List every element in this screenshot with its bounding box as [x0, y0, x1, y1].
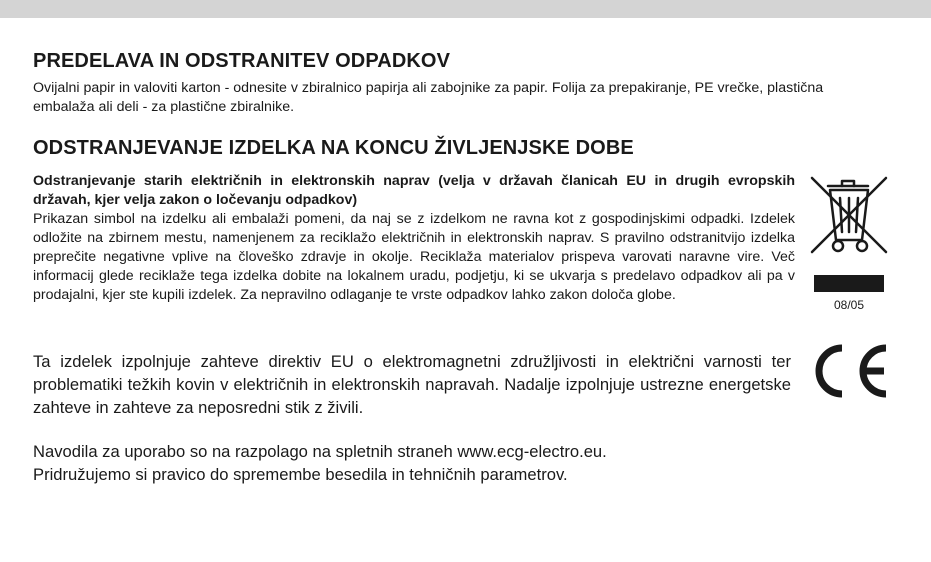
weee-black-bar [814, 275, 884, 292]
waste-disposal-text-line2: embalaža ali deli - za plastične zbiralnike. [33, 99, 295, 115]
footer-rights-line: Pridružujemo si pravico do spremembe besedila in tehničnih parametrov. [33, 465, 568, 484]
waste-disposal-text-line1: Ovijalni papir in valoviti karton - odnesite v zbiralnico papirja ali zabojnike za papir. Folija za prepakiranje, PE vrečke, plastična [33, 80, 824, 96]
footer-manuals-line: Navodila za uporabo so na razpolago na spletnih straneh www.ecg-electro.eu. [33, 442, 607, 461]
end-of-life-subtitle: Odstranjevanje starih električnih in elektronskih naprav (velja v državah članicah EU in drugih evropskih državah, kjer velja zakon o ločevanju odpadkov) [33, 173, 795, 208]
crossed-out-wheelie-bin-icon [806, 172, 892, 258]
compliance-text: Ta izdelek izpolnjuje zahteve direktiv EU o elektromagnetni združljivosti in električni varnosti ter problematiki težkih kovin v električnih in elektronskih napravah. Nadalje izpolnjuje ustrezne energetske zahteve in zahteve za neposredni stik z živili. [33, 352, 791, 417]
end-of-life-body: Prikazan simbol na izdelku ali embalaži pomeni, da naj se z izdelkom ne ravna kot z gospodinjskimi odpadki. Izdelek odložite na zbirnem mestu, namenjenem za reciklažo električnih in elektronskih naprav. S pravilno odstranitvijo izdelka preprečite negativne vplive na človeško zdravje in okolje. Reciklaža materialov prispeva varovati naravne vire. Več informacij glede reciklaže tega izdelka dobite na lokalnem uradu, podjetju, ki se ukvarja s predelavo odpadkov ali pa v prodajalni, kjer ste kupili izdelek. Za nepravilno odlaganje te vrste odpadkov lahko zakon določa globe. [33, 211, 795, 303]
weee-date-label: 08/05 [833, 298, 865, 312]
top-bar [0, 0, 931, 18]
end-of-life-heading: ODSTRANJEVANJE IZDELKA NA KONCU ŽIVLJENJSKE DOBE [33, 137, 634, 159]
waste-disposal-heading: PREDELAVA IN ODSTRANITEV ODPADKOV [33, 50, 451, 72]
ce-mark-icon [808, 342, 892, 400]
